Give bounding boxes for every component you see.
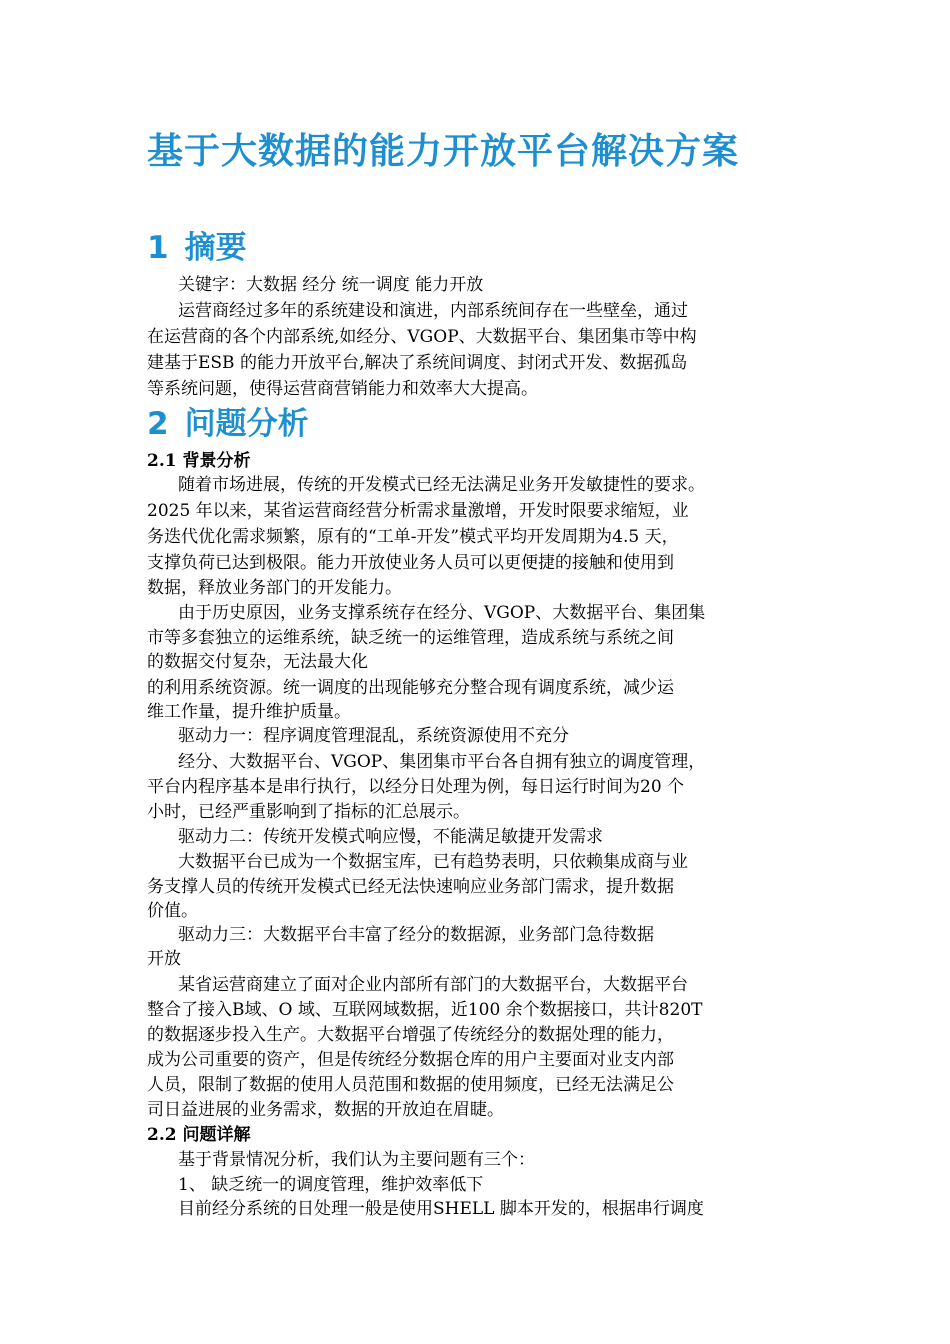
subsection-2-2-heading: 2.2 问题详解: [147, 1125, 251, 1145]
body-line: 大数据平台已成为一个数据宝库，已有趋势表明，只依赖集成商与业: [178, 852, 688, 872]
body-line: 随着市场进展，传统的开发模式已经无法满足业务开发敏捷性的要求。: [178, 475, 705, 495]
body-line: 数据，释放业务部门的开发能力。: [147, 578, 402, 598]
body-line: 的数据交付复杂，无法最大化: [147, 652, 368, 672]
body-line: 经分、大数据平台、VGOP、集团集市平台各自拥有独立的调度管理，: [178, 752, 706, 772]
body-line: 的数据逐步投入生产。大数据平台增强了传统经分的数据处理的能力，: [147, 1025, 674, 1045]
section-1-number: 1: [147, 230, 169, 266]
driver-2-heading: 驱动力二：传统开发模式响应慢，不能满足敏捷开发需求: [178, 827, 603, 847]
keywords-line: 关键字：大数据 经分 统一调度 能力开放: [178, 275, 484, 295]
section-2-number: 2: [147, 406, 169, 442]
body-line: 小时，已经严重影响到了指标的汇总展示。: [147, 802, 470, 822]
section-1-heading: [147, 228, 247, 268]
body-line: 平台内程序基本是串行执行，以经分日处理为例，每日运行时间为20 个: [147, 777, 685, 797]
body-line: 司日益进展的业务需求，数据的开放迫在眉睫。: [147, 1100, 504, 1120]
abstract-line: 在运营商的各个内部系统,如经分、VGOP、大数据平台、集团集市等中构: [147, 327, 697, 347]
body-line: 务支撑人员的传统开发模式已经无法快速响应业务部门需求，提升数据: [147, 877, 674, 897]
driver-3-heading-cont: 开放: [147, 949, 181, 969]
abstract-line: 建基于ESB 的能力开放平台,解决了系统间调度、封闭式开发、数据孤岛: [147, 353, 688, 373]
driver-3-heading: 驱动力三：大数据平台丰富了经分的数据源，业务部门急待数据: [178, 925, 654, 945]
body-line: 市等多套独立的运维系统，缺乏统一的运维管理，造成系统与系统之间: [147, 628, 674, 648]
body-line: 基于背景情况分析，我们认为主要问题有三个：: [178, 1150, 535, 1170]
body-line: 人员，限制了数据的使用人员范围和数据的使用频度，已经无法满足公: [147, 1075, 674, 1095]
body-line: 整合了接入B域、O 域、互联网域数据，近100 余个数据接口，共计820T: [147, 1000, 703, 1020]
body-line: 维工作量，提升维护质量。: [147, 702, 351, 722]
document-title: 基于大数据的能力开放平台解决方案: [147, 131, 740, 172]
abstract-line: 等系统问题，使得运营商营销能力和效率大大提高。: [147, 379, 538, 399]
section-2-heading: [147, 404, 309, 444]
subsection-2-1-heading: 2.1 背景分析: [147, 451, 251, 471]
body-line: 务迭代优化需求频繁，原有的“工单-开发”模式平均开发周期为4.5 天，: [147, 527, 679, 547]
section-2-title: 问题分析: [184, 406, 309, 442]
body-line: 2025 年以来，某省运营商经营分析需求量激增，开发时限要求缩短，业: [147, 501, 689, 521]
driver-1-heading: 驱动力一：程序调度管理混乱，系统资源使用不充分: [178, 726, 569, 746]
body-line: 某省运营商建立了面对企业内部所有部门的大数据平台，大数据平台: [178, 975, 688, 995]
abstract-line: 运营商经过多年的系统建设和演进，内部系统间存在一些壁垒，通过: [178, 301, 688, 321]
body-line: 由于历史原因，业务支撑系统存在经分、VGOP、大数据平台、集团集: [178, 603, 706, 623]
body-line: 价值。: [147, 901, 198, 921]
body-line: 的利用系统资源。统一调度的出现能够充分整合现有调度系统，减少运: [147, 678, 674, 698]
body-line: 目前经分系统的日处理一般是使用SHELL 脚本开发的，根据串行调度: [178, 1199, 704, 1219]
section-1-title: 摘要: [184, 230, 247, 266]
body-line: 成为公司重要的资产，但是传统经分数据仓库的用户主要面对业支内部: [147, 1050, 674, 1070]
problem-1-heading: 1、 缺乏统一的调度管理，维护效率低下: [178, 1175, 484, 1195]
body-line: 支撑负荷已达到极限。能力开放使业务人员可以更便捷的接触和使用到: [147, 553, 674, 573]
